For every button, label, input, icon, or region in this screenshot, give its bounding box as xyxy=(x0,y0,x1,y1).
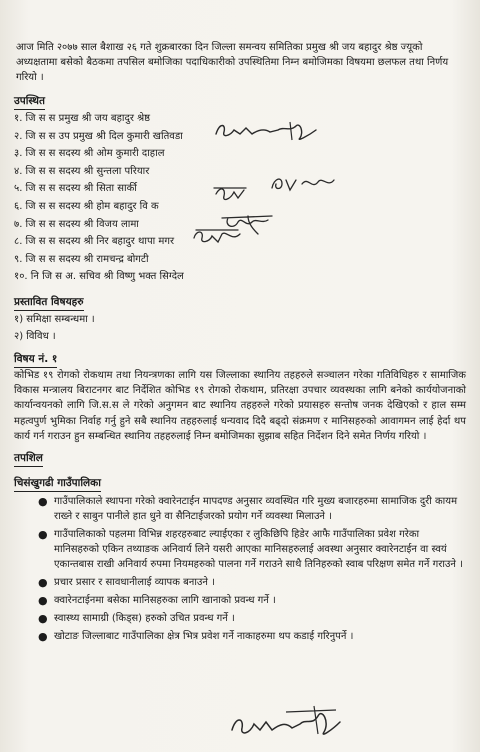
municipality-heading: चिसंखुगढी गाउँपालिका xyxy=(14,476,101,492)
attendance-heading: उपस्थित xyxy=(14,94,45,110)
municipality-point xyxy=(14,611,466,626)
municipality-section xyxy=(14,471,466,644)
attendance-member: ७. जि स स सदस्य श्री विजय लामा xyxy=(14,218,139,230)
bullet-icon: ● xyxy=(38,575,48,589)
attendance-member: ६. जि स स सदस्य श्री होम बहादुर वि क xyxy=(14,200,159,212)
municipality-point xyxy=(14,575,466,590)
attendance-member: १. जि स स प्रमुख श्री जय बहादुर श्रेष्ठ xyxy=(14,113,151,124)
bullet-icon: ● xyxy=(38,494,48,508)
attendance-member: ३. जि स स सदस्य श्री ओम कुमारी दाहाल xyxy=(14,148,165,160)
attendance-member: ५. जि स स सदस्य श्री सिता सार्की xyxy=(14,183,137,195)
signature-chief xyxy=(212,118,322,144)
bullet-icon: ● xyxy=(38,527,48,541)
municipality-point-text: क्वारेनटाईनमा बसेका मानिसहरुका लागि खानाको प्रवन्ध गर्ने । xyxy=(54,594,276,606)
municipality-point xyxy=(14,527,466,572)
municipality-point-text: गाउँपालिकाको पहलमा विभिन्न शहरहरुबाट ल्याईएका र लुकिछिपि हिडेर आफै गाउँपालिका प्रवेश गरेका मानिसहरुको एकिन तथ्याङक अनिवार्य लिने यसरी आएका मानिसहरुलाई अवस्था अनुसार क्वारेनटाईन वा स्वयं एकान्तबास राखी अनिवार्य रुपमा नियमहरुको पालना गर्ने गराउने साथै तिनिहरुको स्वाब परिक्षण समेत गर्ने गराउने । xyxy=(54,528,463,570)
bullet-icon: ● xyxy=(38,611,48,625)
agenda-item: १) समिक्षा सम्बन्धमा । xyxy=(14,313,95,325)
bullet-icon: ● xyxy=(38,593,48,607)
municipality-point xyxy=(14,629,466,644)
agenda-list xyxy=(14,311,466,345)
agenda-heading: प्रस्तावित विषयहरु xyxy=(14,295,84,311)
subject-1-section xyxy=(14,347,466,444)
agenda-section xyxy=(14,290,466,345)
municipality-point-text: स्वास्थ्य सामाग्री (किड्स) हरुको उचित प्रवन्ध गर्ने । xyxy=(54,612,235,624)
signature-bottom xyxy=(226,700,346,740)
attendance-member: २. जि स स उप प्रमुख श्री दिल कुमारी खतिवडा xyxy=(14,130,183,142)
agenda-item: २) विविध । xyxy=(14,330,56,342)
attendance-member: १०. नि जि स अ. सचिव श्री विष्णु भक्त सिग्देल xyxy=(14,271,184,283)
attendance-member: ८. जि स स सदस्य श्री निर बहादुर थापा मगर xyxy=(14,236,175,248)
signature-om-kumari xyxy=(268,172,338,196)
signature-bijay xyxy=(190,226,244,248)
bullet-icon: ● xyxy=(38,629,48,643)
tapsil-section xyxy=(14,446,466,467)
municipality-point xyxy=(14,494,466,524)
municipality-point-text: प्रचार प्रसार र सावधानीलाई व्यापक बनाउने । xyxy=(54,576,215,588)
intro-paragraph: आज मिति २०७७ साल बैशाख २६ गते शुक्रबारका दिन जिल्ला समन्वय समितिका प्रमुख श्री जय बहादुर श्रेष्ठ ज्यूको अध्यक्षतामा बसेको बैठकमा तपसिल बमोजिका पदाधिकारीको उपस्थितिमा निम्न बमोजिमका विषयमा छलफल तथा निर्णय गरियो । xyxy=(16,42,449,83)
attendance-member: ९. जि स स सदस्य श्री रामचन्द्र बोगटी xyxy=(14,253,149,265)
subject-1-heading: विषय नं. १ xyxy=(14,352,57,368)
municipality-points xyxy=(14,494,466,644)
municipality-point-text: खोटाङ जिल्लाबाट गाउँपालिका क्षेत्र भित्र प्रवेश गर्ने नाकाहरुमा थप कडाई गरिनुपर्ने । xyxy=(54,630,354,642)
municipality-point xyxy=(14,593,466,608)
tapsil-heading: तपशिल xyxy=(14,451,43,467)
attendance-member: ४. जि स स सदस्य श्री सुन्तला परियार xyxy=(14,165,150,177)
subject-1-text: कोभिड १९ रोगको रोकथाम तथा नियन्त्रणका लागि यस जिल्लाका स्थानिय तहहरुले सञ्चालन गरेका गतिविधिहरु र सामाजिक विकास मन्त्रालय बिराटनगर बाट निर्देशित कोभिड १९ रोगको रोकथाम, प्रतिरक्षा उपचार व्यवस्थका लागि बनेको कार्ययोजनाको कार्यान्वयनको लागि जि.स.स ले गरेको अनुगमन बाट स्थानिय तहहरुले गरेको प्रयासहरु सन्तोष जनक देखिएको र हाल सम्म महत्वपुर्ण भुमिका निर्वाह गर्नु हुने सबै स्थानिय तहहरुलाई धन्यवाद दिदै बढ्दो संक्रमण र मानिसहरुको आवागमन लाई हेर्दा थप कार्य गर्न गराउन हुन सम्बन्धित स्थानिय तहहरुलाई निम्न बमोजिमका सुझाब सहित निर्देशन दिने समेत निर्णय गरियो । xyxy=(14,369,466,442)
municipality-point-text: गाउँपालिकाले स्थापना गरेको क्वारेनटाईन मापदण्ड अनुसार व्यवस्थित गरि मुख्य बजारहरुमा सामाजिक दुरी कायम राख्ने र साबुन पानीले हात धुने वा सैनिटाईजरको प्रयोग गर्ने व्यवस्था मिलाउने । xyxy=(54,495,458,522)
signature-suntala xyxy=(212,184,248,206)
